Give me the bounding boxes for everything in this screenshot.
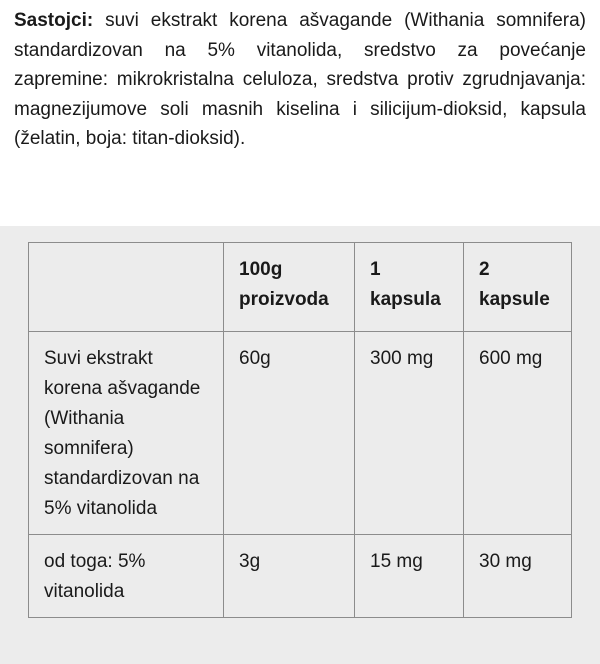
header-per-100g: 100g proizvoda bbox=[224, 243, 355, 332]
row-name: Suvi ekstrakt korena ašvagande (Withania somnifera) standardizovan na 5% vitanolida bbox=[29, 332, 224, 535]
value-per-2-capsules: 600 mg bbox=[464, 332, 572, 535]
value-per-100g: 60g bbox=[224, 332, 355, 535]
ingredients-text: suvi ekstrakt korena ašvagande (Withania somnifera) standardizovan na 5% vitanolida, sredstvo za povećanje zapremine: mikrokristalna celuloza, sredstva protiv zgrudnjavanja: magnezijumove soli masnih kiselina i silicijum-dioksid, kapsula (želatin, boja: titan-dioksid). bbox=[14, 10, 586, 149]
table-header-row bbox=[29, 243, 572, 332]
value-per-1-capsule: 300 mg bbox=[355, 332, 464, 535]
header-per-2-capsules: 2 kapsule bbox=[464, 243, 572, 332]
nutrition-table-panel bbox=[0, 226, 600, 664]
header-per-1-capsule: 1 kapsula bbox=[355, 243, 464, 332]
value-per-2-capsules: 30 mg bbox=[464, 535, 572, 618]
ingredients-paragraph bbox=[14, 6, 586, 154]
row-name: od toga: 5% vitanolida bbox=[29, 535, 224, 618]
value-per-1-capsule: 15 mg bbox=[355, 535, 464, 618]
table-row bbox=[29, 332, 572, 535]
nutrition-table bbox=[28, 242, 572, 618]
ingredients-label: Sastojci: bbox=[14, 10, 94, 31]
header-empty-cell bbox=[29, 243, 224, 332]
value-per-100g: 3g bbox=[224, 535, 355, 618]
table-row bbox=[29, 535, 572, 618]
